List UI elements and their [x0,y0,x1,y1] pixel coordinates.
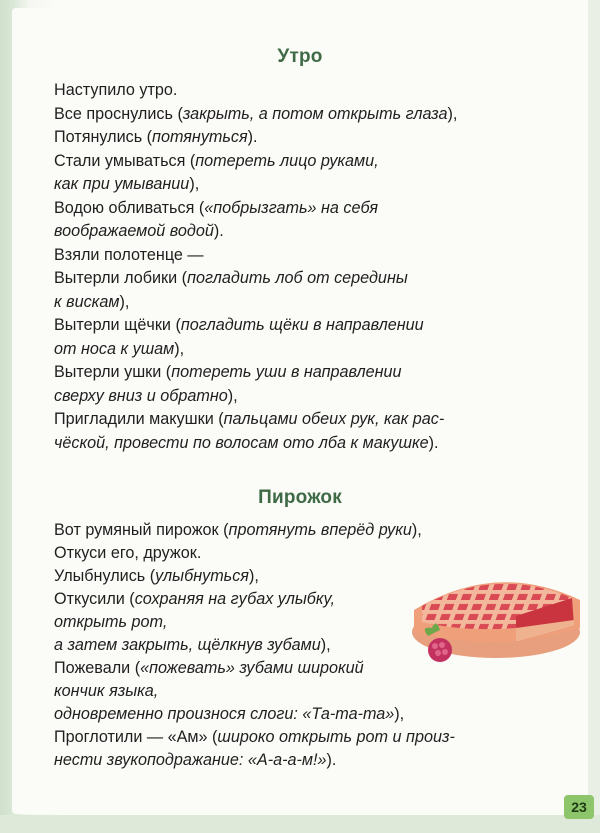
text-plain: Потянулись ( [54,128,153,146]
text-line [54,104,457,124]
text-instruction: улыбнуться [155,567,249,585]
text-plain: Стали умываться ( [54,151,196,170]
text-instruction: воображаемой водой [54,222,214,240]
text-punct: ), [119,292,130,311]
text-line [54,292,129,312]
text-line [54,520,422,540]
text-plain: Вытерли щёчки ( [54,316,181,334]
text-plain: Вытерли ушки ( [54,363,172,381]
text-plain: Улыбнулись ( [54,567,156,585]
text-instruction: погладить лоб от середины [187,269,408,287]
text-line [54,750,336,770]
text-punct: ), [411,521,422,539]
text-instruction: от носа к ушам [54,339,175,358]
text-line [54,635,331,655]
text-line [54,566,259,586]
text-instruction: протянуть вперёд руки [228,521,412,539]
page-edge [588,0,600,833]
text-punct: ), [248,567,259,585]
text-line [54,339,184,359]
text-instruction: а затем закрыть, щёлкнув зубами [54,636,321,654]
text-plain: Взяли полотенце — [54,245,204,264]
text-punct: ), [174,339,185,358]
text-instruction: погладить щёки в направлении [180,316,424,334]
text-line [54,409,444,429]
text-instruction: пальцами обеих рук, как рас- [223,410,445,428]
text-line [54,704,404,724]
text-plain: Пожевали ( [54,659,141,677]
pie-illustration [404,550,594,675]
text-instruction: кончик языка, [54,682,159,700]
text-line [54,268,408,288]
text-plain: Наступило утро. [54,81,178,99]
text-instruction: «побрызгать» на себя [204,198,379,217]
text-line [54,589,335,609]
text-punct: ), [320,636,331,654]
text-line [54,80,177,100]
page-bottom-edge [0,815,600,833]
text-line [54,543,201,563]
text-punct: ). [326,751,337,769]
text-line [54,612,167,632]
text-line [54,433,439,453]
page-number-badge: 23 [564,795,594,819]
text-line [54,386,238,406]
text-instruction: «пожевать» зубами широкий [140,659,364,677]
section-title-pirozhok: Пирожок [258,487,342,508]
text-plain: Вытерли лобики ( [54,269,188,287]
text-line [54,174,199,194]
text-punct: ), [447,104,458,123]
text-instruction: чёской, провести по волосам ото лба к макушке [54,433,429,452]
text-instruction: одновременно произнося слоги: «Та-та-та» [54,705,395,723]
text-punct: ). [428,433,439,452]
text-line [54,658,364,678]
text-instruction: закрыть, а потом открыть глаза [182,104,448,123]
text-instruction: к вискам [54,292,120,311]
text-plain: Вот румяный пирожок ( [54,521,229,539]
text-line [54,362,402,382]
text-instruction: открыть рот, [54,613,168,631]
text-line [54,681,158,701]
text-punct: ). [247,128,258,146]
text-instruction: сверху вниз и обратно [54,386,228,405]
text-punct: ), [227,386,238,405]
section-title-utro: Утро [277,46,323,67]
text-plain: Пригладили макушки ( [54,410,224,428]
text-line [54,727,455,747]
text-plain: Проглотили — «Ам» ( [54,728,218,746]
text-instruction: сохраняя на губах улыбку, [134,590,335,608]
text-line [54,198,378,218]
text-instruction: потянуться [152,128,248,146]
text-plain: Откусили ( [54,590,135,608]
text-instruction: потереть уши в направлении [171,363,402,381]
text-instruction: нести звукоподражание: «А-а-а-м!» [54,751,327,769]
text-plain: Откуси его, дружок. [54,544,202,562]
text-line [54,245,204,265]
text-instruction: как при умывании [54,175,190,193]
text-plain: Водою обливаться ( [54,198,205,217]
text-plain: Все проснулись ( [54,104,183,123]
text-punct: ). [213,222,224,240]
text-instruction: широко открыть рот и произ- [217,728,455,746]
text-instruction: потереть лицо руками, [195,151,379,170]
text-line [54,127,258,147]
text-line [54,221,224,241]
text-punct: ), [394,705,405,723]
text-line [54,315,424,335]
text-punct: ), [189,175,200,193]
text-line [54,151,379,171]
